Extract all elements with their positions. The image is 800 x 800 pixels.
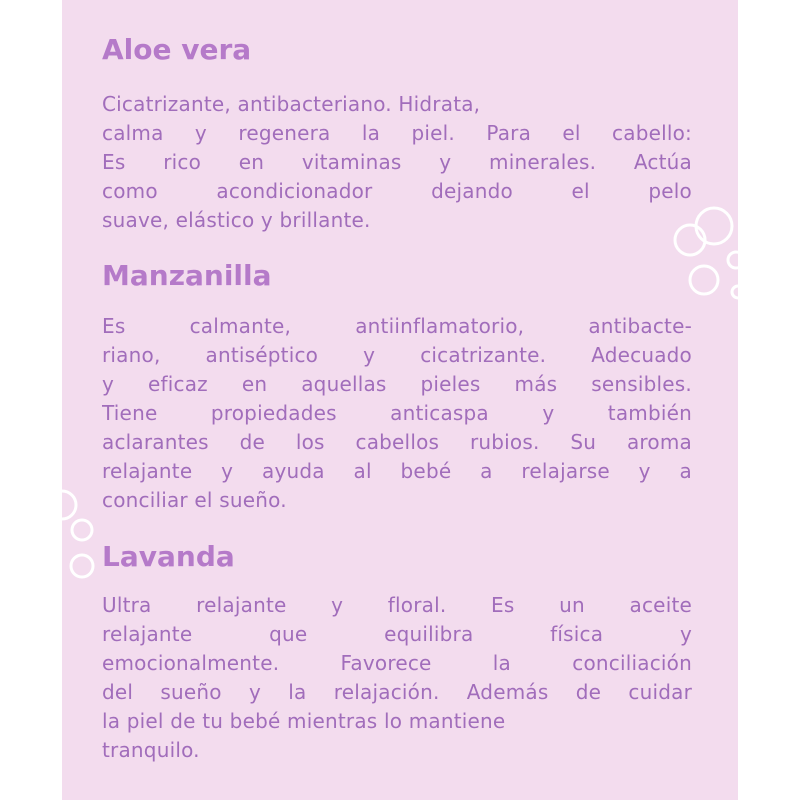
section-description [102, 90, 692, 235]
section-title: Aloe vera [102, 33, 252, 66]
text-line: del sueño y la relajación. Además de cuidar [102, 680, 692, 704]
section-manzanilla [102, 259, 692, 515]
text-line: relajante y ayuda al bebé a relajarse y a [102, 459, 692, 483]
text-line: Es calmante, antiinflamatorio, antibacte- [102, 314, 692, 338]
text-line: y eficaz en aquellas pieles más sensibles. [102, 372, 692, 396]
text-line: calma y regenera la piel. Para el cabello: [102, 121, 692, 145]
text-line: conciliar el sueño. [102, 488, 287, 512]
section-aloe-vera [102, 33, 692, 235]
section-title: Manzanilla [102, 259, 272, 292]
product-info-panel [62, 0, 738, 800]
text-line: tranquilo. [102, 738, 200, 762]
text-line: aclarantes de los cabellos rubios. Su aroma [102, 430, 692, 454]
text-line: la piel de tu bebé mientras lo mantiene [102, 709, 506, 733]
section-title: Lavanda [102, 540, 235, 573]
section-description [102, 312, 692, 515]
text-line: Tiene propiedades anticaspa y también [102, 401, 692, 425]
bubbles-decoration-left [62, 480, 102, 590]
text-line: Ultra relajante y floral. Es un aceite [102, 593, 692, 617]
text-line: Es rico en vitaminas y minerales. Actúa [102, 150, 692, 174]
text-line: suave, elástico y brillante. [102, 208, 371, 232]
section-lavanda [102, 540, 692, 765]
text-line: emocionalmente. Favorece la conciliación [102, 651, 692, 675]
text-line: Cicatrizante, antibacteriano. Hidrata, [102, 92, 481, 116]
text-line: riano, antiséptico y cicatrizante. Adecuado [102, 343, 692, 367]
section-description [102, 591, 692, 765]
text-line: relajante que equilibra física y [102, 622, 692, 646]
text-line: como acondicionador dejando el pelo [102, 179, 692, 203]
